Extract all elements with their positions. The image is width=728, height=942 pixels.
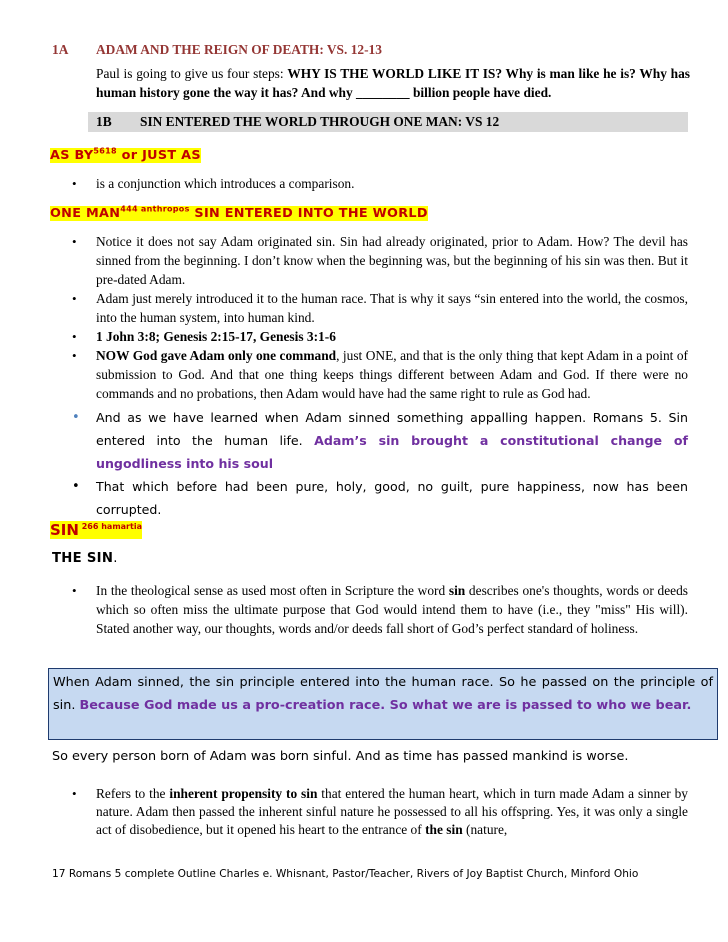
bullet-dot-icon: • — [72, 291, 77, 306]
bullet-text: In the theological sense as used most often in Scripture the word — [96, 583, 449, 598]
refers-text-c: (nature, — [462, 822, 508, 837]
as-by-highlight — [50, 148, 201, 163]
bullet-text: Notice it does not say Adam originated sin. Sin had already originated, prior to Adam. How? The devil has sinned from the beginning. I don’t know when the beginning was, but the beginning of his sin was then. But it pre-dated Adam. — [96, 234, 688, 287]
as-by-word: AS BY — [50, 148, 94, 163]
list-item — [70, 174, 688, 193]
sin-word: SIN — [50, 521, 79, 539]
as-by-heading — [50, 146, 201, 164]
bullet-text: That which before had been pure, holy, good, no guilt, pure happiness, now has been corrupted. — [96, 479, 688, 517]
bullet-dot-icon: • — [72, 410, 80, 425]
list-item — [70, 581, 688, 638]
heading-1a-number: 1A — [52, 42, 69, 57]
one-man-heading — [50, 204, 428, 222]
list-item — [70, 346, 688, 403]
list-item — [70, 327, 688, 346]
refers-text-a: Refers to the — [96, 786, 170, 801]
bullet-bold: NOW God gave Adam only one command — [96, 348, 337, 363]
list-item — [70, 785, 688, 839]
bullet-bold: sin — [448, 583, 466, 598]
bullet-text: 1 John 3:8; Genesis 2:15-17, Genesis 3:1-6 — [96, 329, 336, 344]
bullet-text-2: describes one's thoughts, words or deeds which so often miss the ultimate purpose that God would intend them to have (i.e., they "miss" His will). Stated another way, our thoughts, words and/or deeds fall short of God’s perfect standard of holiness. — [96, 583, 688, 636]
bullet-text: And as we have learned when Adam sinned something appalling happen. Romans 5. Sin entered into the human life. — [96, 410, 688, 448]
refers-bold-2: the sin — [425, 822, 463, 837]
list-item — [70, 475, 688, 521]
bullet-purple-text: Adam’s sin brought a constitutional change of ungodliness into his soul — [96, 433, 688, 471]
refers-bullet-list — [70, 785, 688, 839]
sin-heading — [50, 521, 142, 539]
list-item — [70, 289, 688, 327]
the-sin-bullet-list — [70, 581, 688, 638]
heading-1a — [52, 42, 692, 58]
as-by-bullet-text: is a conjunction which introduces a comparison. — [96, 176, 355, 191]
sin-strongs: 266 hamartia — [78, 522, 142, 531]
bullet-dot-icon: • — [72, 583, 77, 598]
the-sin-period: . — [113, 551, 118, 566]
the-sin-heading — [52, 551, 118, 566]
every-person-paragraph: So every person born of Adam was born sinful. And as time has passed mankind is worse. — [52, 749, 629, 764]
intro-paragraph — [96, 64, 690, 102]
bullet-dot-icon: • — [72, 329, 77, 344]
bullet-dot-icon: • — [72, 786, 77, 801]
the-sin-label: THE SIN — [52, 551, 114, 566]
highlight-box — [48, 668, 718, 740]
one-man-bullet-list — [70, 232, 688, 403]
list-item — [70, 406, 688, 475]
as-by-bullet-list — [70, 174, 688, 193]
intro-bold: WHY IS THE WORLD LIKE IT IS? Why is man like he is? Why has human history gone the way it has? And why ________ billion people have died. — [96, 66, 690, 100]
list-item — [70, 232, 688, 289]
heading-1b-number: 1B — [96, 114, 112, 129]
heading-1b — [88, 112, 688, 132]
box-purple-text: Because God made us a pro-creation race. So what we are is passed to who we bear. — [79, 698, 692, 713]
intro-plain: Paul is going to give us four steps: — [96, 66, 288, 81]
refers-bold-1: inherent propensity to sin — [169, 786, 318, 801]
one-man-highlight — [50, 206, 428, 221]
one-man-word: ONE MAN — [50, 206, 121, 221]
as-by-strongs: 5618 — [93, 146, 117, 156]
bullet-text: Adam just merely introduced it to the human race. That is why it says “sin entered into the world, the cosmos, into the human system, into human kind. — [96, 291, 688, 325]
refers-text-b: that entered the human heart, which in turn made Adam a sinner by nature. Adam then passed the inherent sinful nature he possessed to all his offspring. Yes, it was only a single act of disobedience, but it opened his heart to the entrance of — [96, 786, 688, 837]
bullet-dot-icon: • — [72, 234, 77, 249]
one-man-rest: SIN ENTERED INTO THE WORLD — [189, 206, 428, 221]
bullet-dot-icon: • — [72, 479, 80, 494]
one-man-strongs: 444 anthropos — [120, 204, 190, 214]
page-footer: 17 Romans 5 complete Outline Charles e. Whisnant, Pastor/Teacher, Rivers of Joy Baptist Church, Minford Ohio — [52, 868, 639, 880]
one-man-bullet-list-2 — [70, 406, 688, 521]
heading-1a-title: ADAM AND THE REIGN OF DEATH: VS. 12-13 — [96, 42, 382, 57]
box-plain-text: When Adam sinned, the sin principle entered into the human race. So he passed on the principle of sin. — [53, 675, 713, 713]
bullet-dot-icon: • — [72, 348, 77, 363]
as-by-rest: or JUST AS — [116, 148, 201, 163]
heading-1b-title: SIN ENTERED THE WORLD THROUGH ONE MAN: VS 12 — [140, 114, 500, 129]
bullet-text: , just ONE, and that is the only thing that kept Adam in a point of submission to God. And that one thing keeps things different between Adam and God. If there were no commands and no probations, then Adam would have had the same right to rule as God had. — [96, 348, 688, 401]
bullet-dot-icon: • — [72, 176, 77, 191]
